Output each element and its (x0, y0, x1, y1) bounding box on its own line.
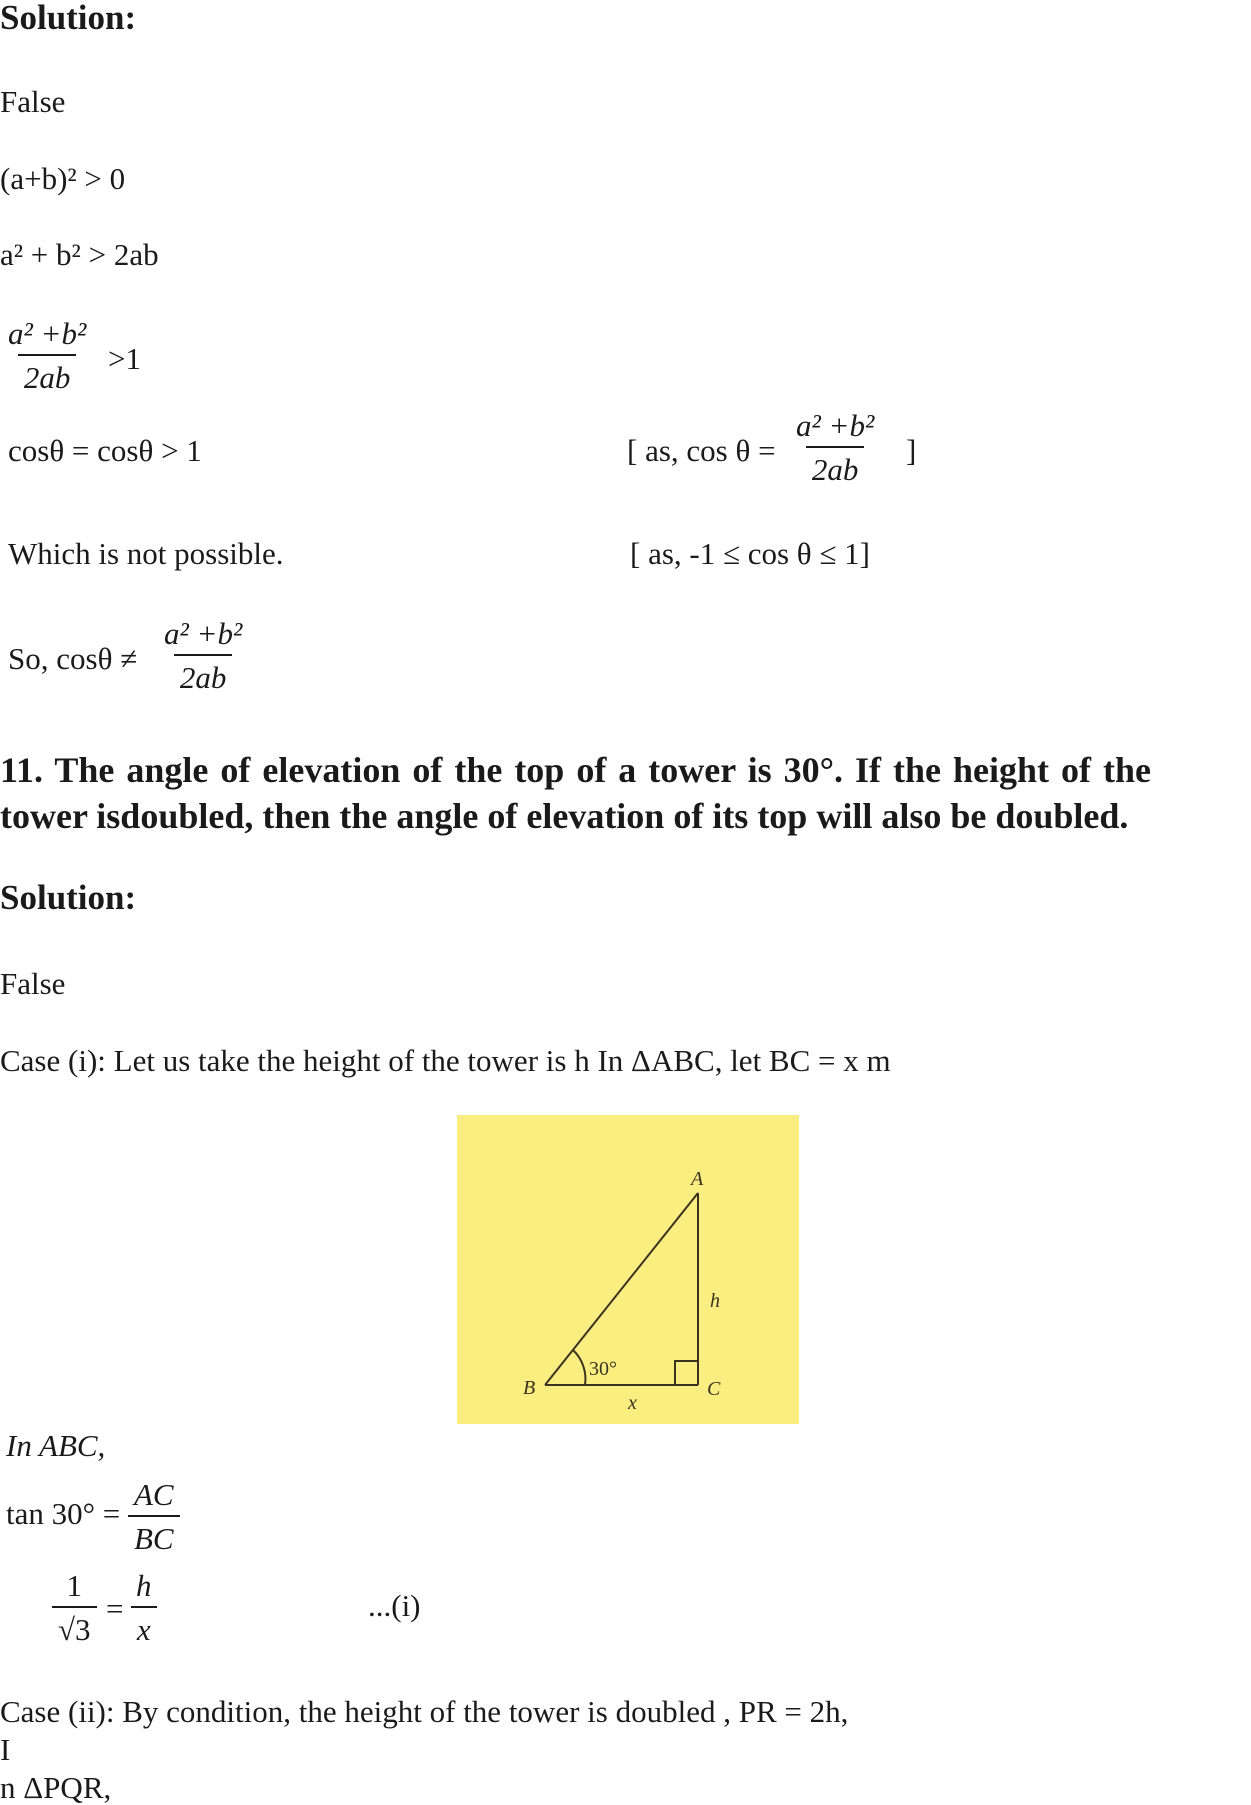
denominator: BC (128, 1515, 180, 1554)
math-line: >1 (108, 341, 141, 376)
answer-text: False (0, 84, 66, 119)
triangle-diagram (457, 1115, 799, 1424)
text-line: n ΔPQR, (0, 1770, 112, 1805)
question-title: 11. The angle of elevation of the top of a tower is 30°. If the height of the (0, 750, 1151, 790)
numerator: AC (134, 1477, 174, 1512)
note: [ as, cos θ = (627, 433, 776, 468)
label-a: A (691, 1168, 704, 1190)
note: [ as, -1 ≤ cos θ ≤ 1] (630, 536, 870, 571)
math-line: tan 30° = (6, 1496, 121, 1531)
note: ] (906, 433, 917, 468)
fraction (790, 410, 880, 485)
denominator: x (131, 1606, 157, 1645)
hypotenuse (545, 1193, 698, 1385)
label-x: x (628, 1392, 637, 1414)
math-line: So, cosθ ≠ (8, 641, 138, 676)
fraction (158, 618, 248, 693)
text-line: Which is not possible. (8, 536, 284, 571)
angle-label: 30° (589, 1358, 617, 1380)
label-b: B (523, 1377, 536, 1399)
denominator: √3 (52, 1606, 97, 1645)
answer-text: False (0, 966, 66, 1001)
label-h: h (710, 1290, 720, 1312)
equation-tag: ...(i) (368, 1588, 421, 1623)
fraction (130, 1570, 158, 1645)
numerator: 1 (66, 1568, 82, 1603)
numerator: a² +b² (164, 616, 243, 651)
denominator: 2ab (18, 354, 77, 393)
right-angle-mark (675, 1361, 698, 1385)
math-line: In ABC, (6, 1428, 106, 1463)
text-line: I (0, 1732, 11, 1767)
label-c: C (707, 1378, 721, 1400)
denominator: 2ab (174, 654, 233, 693)
case-text: Case (ii): By condition, the height of the tower is doubled , PR = 2h, (0, 1694, 849, 1729)
numerator: h (136, 1568, 152, 1603)
fraction (128, 1479, 180, 1554)
math-line: (a+b)² > 0 (0, 161, 126, 196)
angle-arc (573, 1350, 585, 1385)
fraction (2, 318, 92, 393)
math-line: cosθ = cosθ > 1 (8, 433, 202, 468)
fraction (52, 1570, 97, 1645)
solution-heading: Solution: (0, 0, 137, 37)
triangle-svg (457, 1115, 799, 1424)
numerator: a² +b² (796, 408, 875, 443)
denominator: 2ab (806, 446, 865, 485)
math-line: a² + b² > 2ab (0, 237, 159, 272)
case-text: Case (i): Let us take the height of the tower is h In ΔABC, let BC = x m (0, 1043, 891, 1078)
solution-heading: Solution: (0, 878, 137, 917)
question-title: tower isdoubled, then the angle of elevation of its top will also be doubled. (0, 796, 1129, 836)
numerator: a² +b² (8, 316, 87, 351)
equals: = (106, 1591, 124, 1626)
